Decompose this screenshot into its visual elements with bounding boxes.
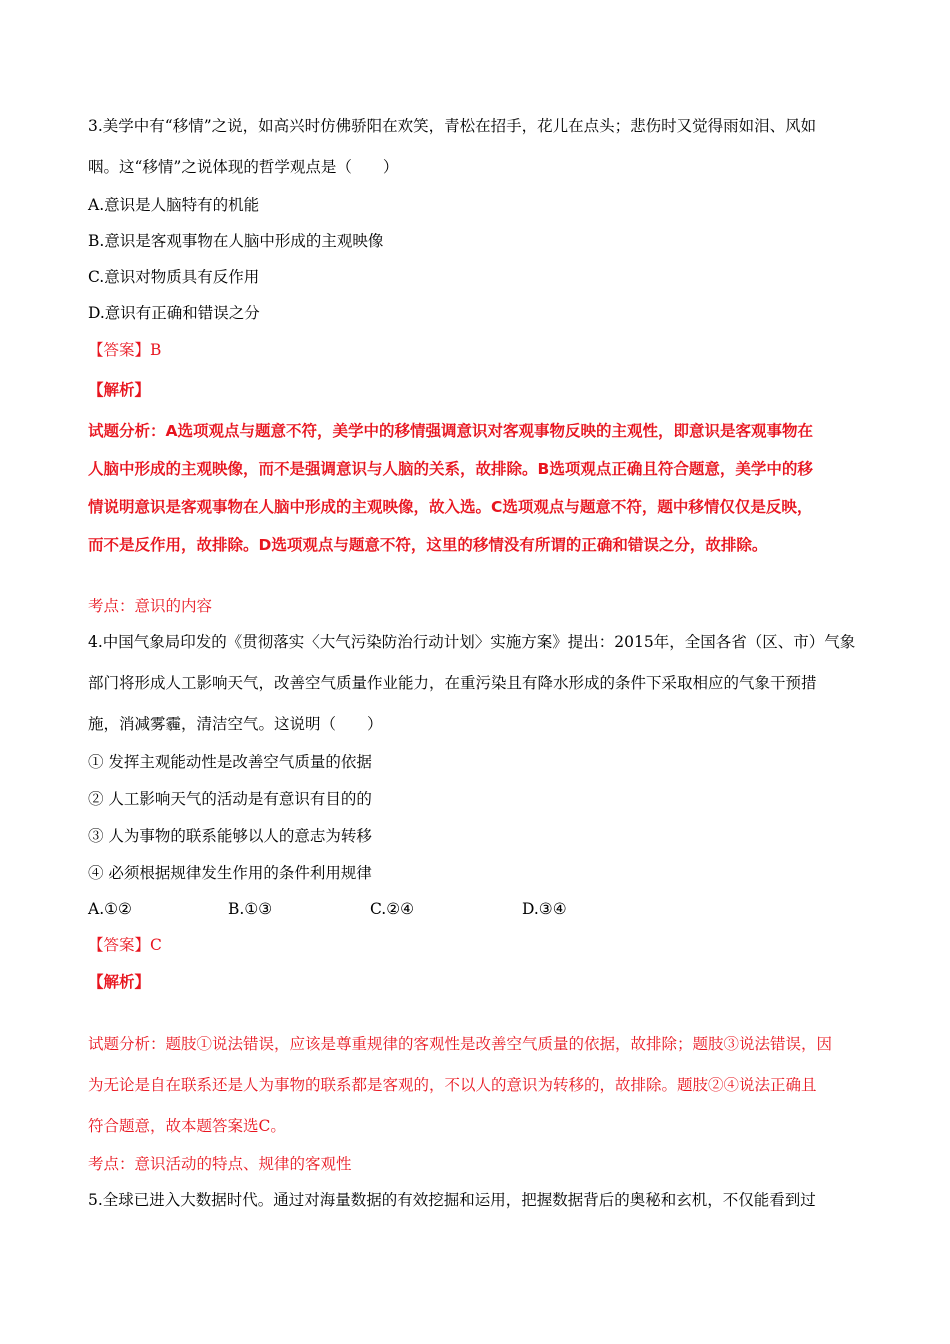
q3-analysis-tag: 【解析】 xyxy=(88,380,151,399)
q4-stem-line-2: 部门将形成人工影响天气，改善空气质量作业能力，在重污染且有降水形成的条件下采取相应的气象干预措 xyxy=(88,674,817,692)
q3-option-a: A.意识是人脑特有的机能 xyxy=(88,196,260,214)
q3-option-b: B.意识是客观事物在人脑中形成的主观映像 xyxy=(88,232,384,250)
q4-option-a: A.①② xyxy=(88,900,132,918)
q4-option-d: D.③④ xyxy=(522,900,567,918)
q3-answer-tag: 【答案】 xyxy=(88,341,151,359)
q4-item-4: ④ 必须根据规律发生作用的条件利用规律 xyxy=(88,864,372,882)
q3-stem-line-2: 咽。这“移情”之说体现的哲学观点是（ ） xyxy=(88,158,399,176)
q3-option-d: D.意识有正确和错误之分 xyxy=(88,304,260,322)
q4-analysis-line-3: 符合题意，故本题答案选C。 xyxy=(88,1117,286,1135)
q4-answer-tag: 【答案】 xyxy=(88,936,151,954)
q4-item-2: ② 人工影响天气的活动是有意识有目的的 xyxy=(88,790,372,808)
q3-analysis-line-2: 人脑中形成的主观映像，而不是强调意识与人脑的关系，故排除。B选项观点正确且符合题意，美学中的移 xyxy=(88,460,813,478)
q4-kaodian: 考点：意识活动的特点、规律的客观性 xyxy=(88,1155,352,1173)
q3-stem-line-1: 3.美学中有“移情”之说，如高兴时仿佛骄阳在欢笑，青松在招手，花儿在点头；悲伤时又觉得雨如泪、风如 xyxy=(88,117,817,135)
q4-answer xyxy=(88,935,162,955)
q3-analysis-line-4: 而不是反作用，故排除。D选项观点与题意不符，这里的移情没有所谓的正确和错误之分，故排除。 xyxy=(88,536,768,554)
q4-item-1: ① 发挥主观能动性是改善空气质量的依据 xyxy=(88,753,372,771)
q3-analysis-line-1: 试题分析：A选项观点与题意不符，美学中的移情强调意识对客观事物反映的主观性，即意识是客观事物在 xyxy=(88,422,813,440)
q3-answer-value: B xyxy=(150,341,162,359)
q3-analysis-line-3: 情说明意识是客观事物在人脑中形成的主观映像，故入选。C选项观点与题意不符，题中移情仅仅是反映， xyxy=(88,498,813,516)
q4-analysis-line-1: 试题分析：题肢①说法错误，应该是尊重规律的客观性是改善空气质量的依据，故排除；题肢③说法错误，因 xyxy=(88,1035,833,1053)
q3-answer xyxy=(88,340,161,360)
q4-option-c: C.②④ xyxy=(370,900,415,918)
q4-answer-value: C xyxy=(150,936,162,954)
q3-option-c: C.意识对物质具有反作用 xyxy=(88,268,260,286)
q4-analysis-line-2: 为无论是自在联系还是人为事物的联系都是客观的，不以人的意识为转移的，故排除。题肢②④说法正确且 xyxy=(88,1076,817,1094)
q4-option-b: B.①③ xyxy=(228,900,273,918)
q4-stem-line-3: 施，消减雾霾，清洁空气。这说明（ ） xyxy=(88,715,383,733)
q5-stem-line-1: 5.全球已进入大数据时代。通过对海量数据的有效挖掘和运用，把握数据背后的奥秘和玄机，不仅能看到过 xyxy=(88,1191,816,1209)
q3-kaodian: 考点：意识的内容 xyxy=(88,597,213,615)
q4-item-3: ③ 人为事物的联系能够以人的意志为转移 xyxy=(88,827,372,845)
q4-analysis-tag: 【解析】 xyxy=(88,972,151,991)
q4-stem-line-1: 4.中国气象局印发的《贯彻落实〈大气污染防治行动计划〉实施方案》提出：2015年，全国各省（区、市）气象 xyxy=(88,633,856,651)
